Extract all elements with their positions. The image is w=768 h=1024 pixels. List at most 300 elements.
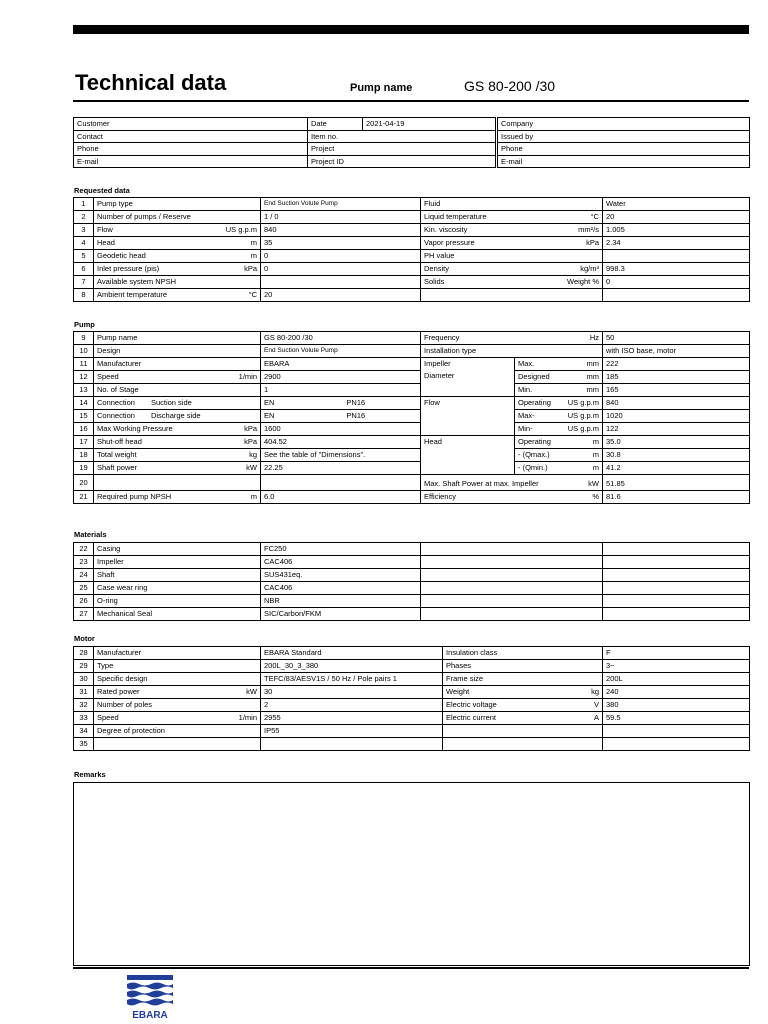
row-sub: Max- [518, 411, 535, 420]
row-label: Number of poles [97, 700, 153, 709]
table-row [74, 332, 750, 345]
row-label: Pump type [97, 199, 133, 208]
row-value: IP55 [261, 725, 443, 738]
row-number: 8 [74, 289, 94, 302]
row-label-cell [94, 647, 261, 660]
project-id-label: Project ID [308, 155, 496, 168]
pump-table [73, 331, 750, 504]
row-unit: kW [246, 687, 257, 696]
row-unit: 1/min [238, 372, 257, 381]
page-title: Technical data [75, 70, 227, 95]
row-label: Flow [97, 225, 113, 234]
row-rvalue: 1.005 [603, 224, 750, 237]
row-rvalue [603, 289, 750, 302]
row-pn: PN16 [346, 398, 366, 407]
row-sub: Min- [518, 424, 533, 433]
row-label: Mechanical Seal [94, 608, 261, 621]
row-side: Suction side [150, 398, 192, 407]
row-unit: kPa [586, 238, 599, 247]
flow-group-label: Flow [421, 397, 515, 436]
row-label-cell [94, 699, 261, 712]
row-label: Phases [446, 661, 472, 670]
title-rule [73, 100, 749, 102]
row-rvalue: 222 [603, 358, 750, 371]
row-value: 22.25 [261, 462, 421, 475]
row-label-cell [94, 673, 261, 686]
row-number: 2 [74, 211, 94, 224]
remarks-section-title: Remarks [74, 770, 106, 779]
materials-table [73, 542, 750, 621]
row-rlabel-cell [443, 647, 603, 660]
row-pn: PN16 [346, 411, 366, 420]
row-number: 4 [74, 237, 94, 250]
customer-label: Customer [74, 118, 308, 131]
row-label-cell [94, 725, 261, 738]
row-unit: A [593, 713, 599, 722]
table-row [74, 738, 750, 751]
row-rlabel-cell [443, 673, 603, 686]
table-row [74, 397, 750, 410]
row-number: 35 [74, 738, 94, 751]
row-rvalue: 200L [603, 673, 750, 686]
requested-table [73, 197, 750, 302]
row-unit: mm [586, 372, 600, 381]
row-unit: US g.p.m [567, 398, 600, 407]
row-label-cell [94, 289, 261, 302]
row-unit: mm [586, 385, 600, 394]
row-rvalue [603, 738, 750, 751]
row-value: 35 [261, 237, 421, 250]
project-label: Project [308, 143, 496, 156]
row-number: 11 [74, 358, 94, 371]
row-unit: kPa [244, 437, 257, 446]
requested-section-title: Requested data [74, 186, 130, 195]
row-unit: kg/m³ [580, 264, 599, 273]
row-rvalue: 51.85 [603, 475, 750, 491]
row-rvalue: F [603, 647, 750, 660]
row-rlabel-cell [443, 660, 603, 673]
remarks-box[interactable] [73, 782, 750, 966]
diameter-group-label: Diameter [424, 371, 455, 380]
table-row [74, 699, 750, 712]
row-rvalue [603, 250, 750, 263]
row-label: Manufacturer [97, 648, 142, 657]
row-number: 9 [74, 332, 94, 345]
contact-label: Contact [74, 130, 308, 143]
row-unit: V [593, 700, 599, 709]
row-rlabel: Installation type [421, 345, 603, 358]
row-rvalue: Water [603, 198, 750, 211]
row-value: CAC406 [261, 556, 421, 569]
row-number: 18 [74, 449, 94, 462]
row-label: PH value [424, 251, 455, 260]
row-number: 3 [74, 224, 94, 237]
item-no-label: Item no. [308, 130, 496, 143]
row-rvalue: 380 [603, 699, 750, 712]
row-unit: kg [591, 687, 599, 696]
row-rvalue: 81.6 [603, 491, 750, 504]
row-number: 25 [74, 582, 94, 595]
row-label: Density [424, 264, 450, 273]
row-rvalue: 1020 [603, 410, 750, 423]
row-value: EN [264, 398, 275, 407]
row-number: 20 [74, 475, 94, 491]
row-sub: - (Qmin.) [518, 463, 548, 472]
row-rlabel-cell [443, 738, 603, 751]
row-label: Impeller [94, 556, 261, 569]
row-label: Electric voltage [446, 700, 497, 709]
row-label-cell [94, 686, 261, 699]
row-value: FC250 [261, 543, 421, 556]
row-rvalue: 20 [603, 211, 750, 224]
row-label: Ambient temperature [97, 290, 168, 299]
row-number: 26 [74, 595, 94, 608]
row-unit: US g.p.m [567, 424, 600, 433]
row-rlabel-cell [421, 276, 603, 289]
row-rlabel-cell [421, 211, 603, 224]
row-unit: m [592, 463, 600, 472]
row-unit: kg [249, 450, 257, 459]
row-number: 23 [74, 556, 94, 569]
row-number: 34 [74, 725, 94, 738]
row-runit: kW [588, 479, 600, 488]
email-label: E-mail [74, 155, 308, 168]
row-runit: Hz [589, 333, 600, 342]
row-rlabel-cell [443, 712, 603, 725]
table-row [74, 345, 750, 358]
row-empty [603, 543, 750, 556]
row-empty [603, 608, 750, 621]
row-unit: m [250, 492, 257, 501]
row-value: TEFC/83/AESV1S / 50 Hz / Pole pairs 1 [261, 673, 443, 686]
row-label: Specific design [97, 674, 148, 683]
row-rvalue: 41.2 [603, 462, 750, 475]
row-sub: Max. [518, 359, 535, 368]
row-rvalue: 3~ [603, 660, 750, 673]
row-sub: Operating [518, 437, 551, 446]
table-row [74, 595, 750, 608]
row-value: EN [264, 411, 275, 420]
row-value: 1600 [261, 423, 421, 436]
info-table [73, 117, 750, 168]
row-number: 22 [74, 543, 94, 556]
row-label-cell [94, 276, 261, 289]
row-number: 24 [74, 569, 94, 582]
motor-table [73, 646, 750, 751]
row-number: 12 [74, 371, 94, 384]
row-rvalue: 0 [603, 276, 750, 289]
bottom-rule [73, 967, 749, 969]
row-label: No. of Stage [94, 384, 261, 397]
row-value: NBR [261, 595, 421, 608]
row-unit: mm²/s [578, 225, 599, 234]
row-label: Connection [97, 411, 135, 420]
row-empty [421, 595, 603, 608]
table-row [74, 582, 750, 595]
row-value: 6.0 [261, 491, 421, 504]
row-label: Type [97, 661, 114, 670]
row-label: Kin. viscosity [424, 225, 468, 234]
table-row [74, 263, 750, 276]
row-label: Design [94, 345, 261, 358]
table-row [74, 608, 750, 621]
row-rlabel-cell [421, 250, 603, 263]
row-label-cell [94, 211, 261, 224]
row-label: Total weight [97, 450, 137, 459]
row-value: GS 80-200 /30 [261, 332, 421, 345]
row-rvalue: 840 [603, 397, 750, 410]
table-row [74, 491, 750, 504]
row-label: O-ring [94, 595, 261, 608]
row-value: 20 [261, 289, 421, 302]
row-value [261, 276, 421, 289]
row-unit: Weight % [567, 277, 599, 286]
logo-stripe [127, 975, 173, 980]
row-label-cell [94, 738, 261, 751]
table-row [74, 384, 750, 397]
row-number: 27 [74, 608, 94, 621]
row-label: Speed [97, 713, 119, 722]
row-rlabel-cell [421, 237, 603, 250]
table-row [74, 647, 750, 660]
row-unit: 1/min [238, 713, 257, 722]
row-number: 28 [74, 647, 94, 660]
row-value: CAC406 [261, 582, 421, 595]
row-side: Discharge side [150, 411, 201, 420]
row-rvalue: 30.8 [603, 449, 750, 462]
table-row [74, 410, 750, 423]
row-unit: m [250, 238, 257, 247]
row-empty [421, 569, 603, 582]
head-group-label: Head [421, 436, 515, 475]
row-label-cell [94, 712, 261, 725]
row-label: Shaft [94, 569, 261, 582]
row-value: 1 [261, 384, 421, 397]
row-value: 200L_30_3_380 [261, 660, 443, 673]
pump-section-title: Pump [74, 320, 95, 329]
row-rlabel-cell [421, 263, 603, 276]
table-row [74, 673, 750, 686]
table-row [74, 276, 750, 289]
row-label: Speed [97, 372, 119, 381]
row-sub: Designed [518, 372, 550, 381]
row-label: Degree of protection [97, 726, 165, 735]
table-row [74, 224, 750, 237]
table-row [74, 686, 750, 699]
row-unit: °C [590, 212, 599, 221]
row-value: EBARA Standard [261, 647, 443, 660]
table-row [74, 358, 750, 371]
row-number: 31 [74, 686, 94, 699]
row-label: Fluid [424, 199, 441, 208]
table-row [74, 211, 750, 224]
row-label-cell [94, 224, 261, 237]
materials-section-title: Materials [74, 530, 107, 539]
row-empty [421, 608, 603, 621]
pump-name-label: Pump name [350, 82, 413, 94]
row-rlabel-cell [421, 289, 603, 302]
row-label: Inlet pressure (pis) [97, 264, 160, 273]
row-value: End Suction Volute Pump [261, 198, 421, 211]
row-label: Frame size [446, 674, 484, 683]
row-label: Shut-off head [97, 437, 142, 446]
row-number: 16 [74, 423, 94, 436]
row-label: Connection [97, 398, 135, 407]
row-value: End Suction Volute Pump [261, 345, 421, 358]
row-number: 21 [74, 491, 94, 504]
row-empty [603, 556, 750, 569]
email2-label: E-mail [498, 155, 750, 168]
motor-section-title: Motor [74, 634, 95, 643]
row-label: Head [97, 238, 115, 247]
row-rlabel: Max. Shaft Power at max. Impeller [424, 479, 539, 488]
table-row [74, 725, 750, 738]
row-empty [421, 543, 603, 556]
table-row [74, 449, 750, 462]
row-label: Shaft power [97, 463, 138, 472]
row-label: Weight [446, 687, 470, 696]
row-number: 5 [74, 250, 94, 263]
row-runit: % [592, 492, 600, 501]
row-value: 2900 [261, 371, 421, 384]
row-value: 0 [261, 263, 421, 276]
row-label-cell [94, 250, 261, 263]
row-empty [603, 582, 750, 595]
row-number: 17 [74, 436, 94, 449]
impeller-group-label: Impeller [424, 359, 451, 368]
row-label: Manufacturer [94, 358, 261, 371]
row-label: Max Working Pressure [97, 424, 173, 433]
row-label: Casing [94, 543, 261, 556]
row-number: 19 [74, 462, 94, 475]
table-row [74, 423, 750, 436]
row-label: Vapor pressure [424, 238, 475, 247]
phone2-label: Phone [498, 143, 750, 156]
logo-wave [127, 999, 173, 1006]
row-value: See the table of "Dimensions". [261, 449, 421, 462]
row-rlabel-cell [443, 686, 603, 699]
table-row [74, 289, 750, 302]
table-row [74, 543, 750, 556]
row-rvalue: 59.5 [603, 712, 750, 725]
row-rlabel-cell [421, 224, 603, 237]
row-value: 2955 [261, 712, 443, 725]
date-label: Date [308, 118, 363, 131]
issued-by-label: Issued by [498, 130, 750, 143]
row-value: EBARA [261, 358, 421, 371]
table-row [74, 198, 750, 211]
row-rvalue: 50 [603, 332, 750, 345]
row-number: 14 [74, 397, 94, 410]
row-unit: kW [246, 463, 257, 472]
row-value: 0 [261, 250, 421, 263]
row-empty [603, 595, 750, 608]
row-value: 30 [261, 686, 443, 699]
row-value [261, 738, 443, 751]
row-number: 6 [74, 263, 94, 276]
row-value: 1 / 0 [261, 211, 421, 224]
row-empty [421, 582, 603, 595]
logo-text: EBARA [132, 1010, 168, 1021]
row-label: Number of pumps / Reserve [97, 212, 191, 221]
phone-label: Phone [74, 143, 308, 156]
row-rlabel-cell [421, 198, 603, 211]
table-row [74, 569, 750, 582]
table-row [74, 436, 750, 449]
row-value: SIC/Carbon/FKM [261, 608, 421, 621]
table-row [74, 475, 750, 491]
row-label: Electric current [446, 713, 497, 722]
top-rule [73, 25, 749, 34]
row-number: 32 [74, 699, 94, 712]
row-unit: °C [248, 290, 257, 299]
row-rlabel-cell [443, 699, 603, 712]
table-row [74, 250, 750, 263]
company-label: Company [498, 118, 750, 131]
row-label: Insulation class [446, 648, 498, 657]
row-number: 29 [74, 660, 94, 673]
row-number: 7 [74, 276, 94, 289]
row-rvalue: 185 [603, 371, 750, 384]
row-sub: - (Qmax.) [518, 450, 550, 459]
row-rvalue: 35.0 [603, 436, 750, 449]
table-row [74, 556, 750, 569]
row-value: 840 [261, 224, 421, 237]
row-label: Required pump NPSH [97, 492, 172, 501]
row-label: Liquid temperature [424, 212, 487, 221]
table-row [74, 462, 750, 475]
row-number: 13 [74, 384, 94, 397]
row-value: SUS431eq. [261, 569, 421, 582]
row-label-cell [94, 263, 261, 276]
row-value: 2 [261, 699, 443, 712]
row-unit: mm [586, 359, 600, 368]
row-rlabel-cell [443, 725, 603, 738]
row-label: Solids [424, 277, 445, 286]
row-unit: US g.p.m [225, 225, 257, 234]
row-empty [603, 569, 750, 582]
table-row [74, 371, 750, 384]
row-rlabel: Efficiency [424, 492, 456, 501]
row-sub: Min. [518, 385, 533, 394]
row-value: 404.52 [261, 436, 421, 449]
row-unit: US g.p.m [567, 411, 600, 420]
ebara-logo [127, 975, 173, 1021]
row-sub: Operating [518, 398, 551, 407]
pump-name-value: GS 80-200 /30 [464, 78, 556, 94]
row-unit: m [592, 437, 600, 446]
row-number: 30 [74, 673, 94, 686]
row-unit: kPa [244, 264, 257, 273]
row-label: Case wear ring [94, 582, 261, 595]
logo-wave [127, 991, 173, 998]
date-value: 2021-04-19 [363, 118, 496, 131]
row-rvalue: 2.34 [603, 237, 750, 250]
table-row [74, 660, 750, 673]
row-label: Available system NPSH [97, 277, 177, 286]
row-label: Geodetic head [97, 251, 146, 260]
row-rvalue: 122 [603, 423, 750, 436]
logo-wave [127, 983, 173, 990]
row-unit: kPa [244, 424, 257, 433]
row-rlabel: Frequency [424, 333, 460, 342]
row-rvalue [603, 725, 750, 738]
row-number: 33 [74, 712, 94, 725]
row-label: Pump name [94, 332, 261, 345]
row-label-cell [94, 237, 261, 250]
row-number: 15 [74, 410, 94, 423]
row-rvalue: 240 [603, 686, 750, 699]
